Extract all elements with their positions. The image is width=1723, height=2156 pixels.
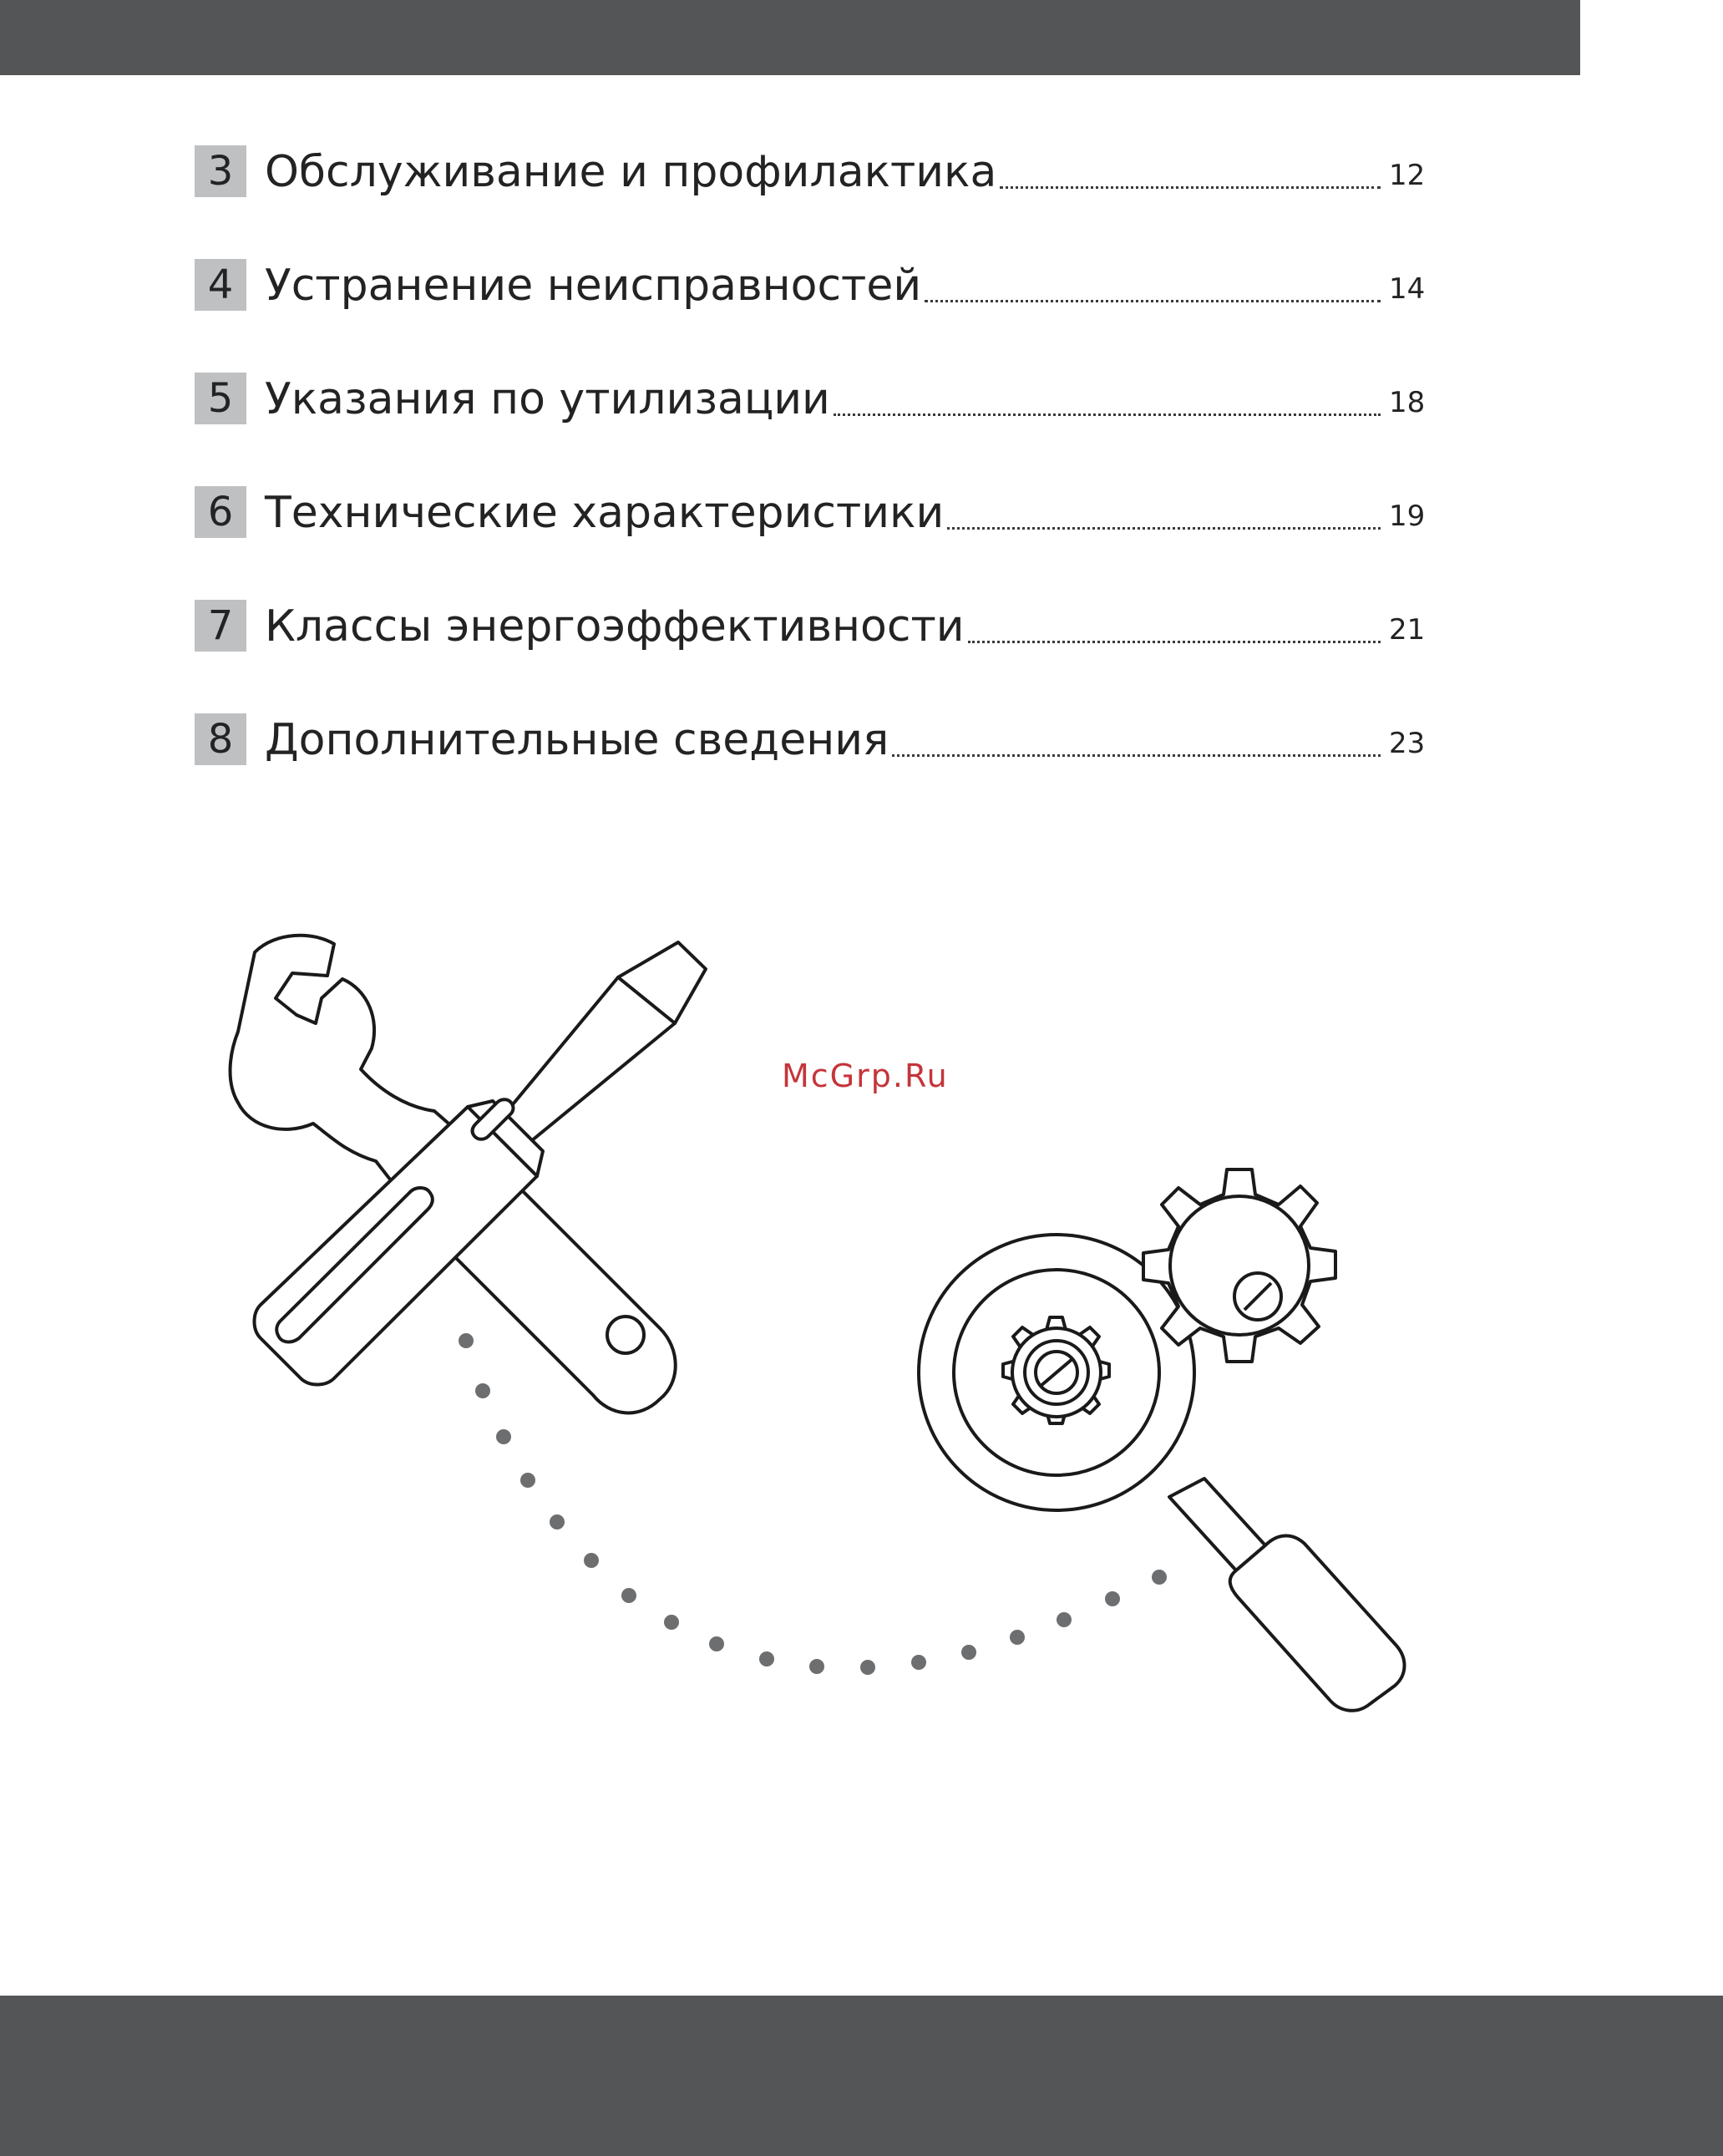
watermark: McGrp.Ru	[782, 1058, 949, 1094]
section-title: Устранение неисправностей	[265, 261, 922, 311]
page-number: 12	[1389, 159, 1426, 192]
magnifier-icon	[919, 1235, 1405, 1711]
section-title: Классы энергоэффективности	[265, 601, 965, 652]
gear-icon	[1143, 1169, 1335, 1362]
section-number: 7	[195, 600, 246, 652]
section-number: 3	[195, 145, 246, 197]
section-title: Дополнительные сведения	[265, 715, 889, 765]
section-number: 5	[195, 373, 246, 424]
section-title: Указания по утилизации	[265, 374, 830, 424]
section-number: 6	[195, 486, 246, 538]
section-title: Технические характеристики	[265, 488, 945, 538]
section-number: 8	[195, 713, 246, 765]
section-title: Обслуживание и профилактика	[265, 147, 997, 197]
page-number: 23	[1389, 727, 1426, 760]
footer-bar	[0, 1996, 1723, 2156]
page-number: 14	[1389, 272, 1426, 306]
page-number: 19	[1389, 500, 1426, 533]
page-number: 18	[1389, 386, 1426, 419]
page-number: 21	[1389, 613, 1426, 647]
section-number: 4	[195, 259, 246, 311]
gear-icon	[1003, 1317, 1109, 1423]
